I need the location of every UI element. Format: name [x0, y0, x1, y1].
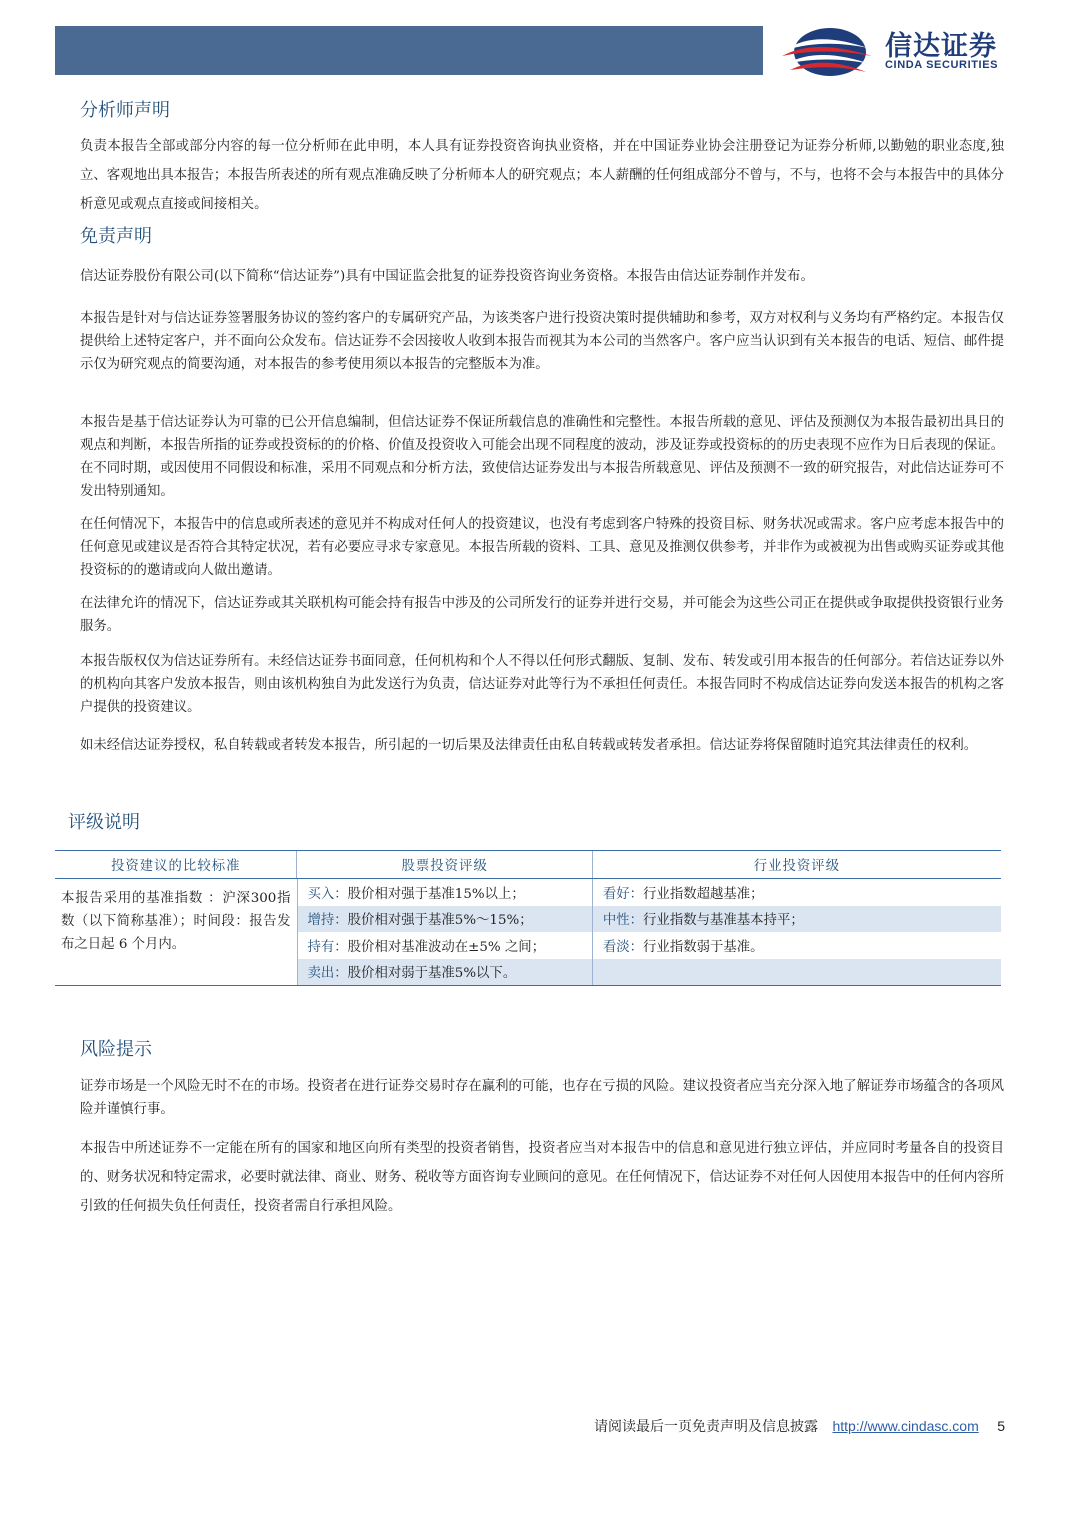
industry-rating-empty — [593, 959, 1001, 986]
industry-rating-neutral: 中性： 行业指数与基准基本持平； — [593, 906, 1001, 933]
benchmark-description: 本报告采用的基准指数 ：沪深300指数（以下简称基准）；时间段：报告发布之日起 6 个月内。 — [61, 891, 291, 952]
stock-rating-sell: 卖出： 股价相对弱于基准5%以下。 — [298, 959, 592, 986]
disclaimer-paragraph: 如未经信达证券授权，私自转载或者转发本报告，所引起的一切后果及法律责任由私自转载或转发者承担。信达证券将保留随时追究其法律责任的权利。 — [80, 738, 978, 753]
disclaimer-paragraph: 在法律允许的情况下，信达证券或其关联机构可能会持有报告中涉及的公司所发行的证券并进行交易，并可能会为这些公司正在提供或争取提供投资银行业务服务。 — [80, 596, 1004, 634]
brand-name-cn: 信达证券 — [885, 31, 997, 62]
disclaimer-section-title: 免责声明 — [80, 226, 152, 247]
disclaimer-paragraph: 本报告版权仅为信达证券所有。未经信达证券书面同意，任何机构和个人不得以任何形式翻版、复制、发布、转发或引用本报告的任何部分。若信达证券以外的机构向其客户发放本报告，则由该机构独自为此发送行为负责，信达证券对此等行为不承担任何责任。本报告同时不构成信达证券向发送本报告的机构之客户提供的投资建议。 — [80, 654, 1004, 715]
rating-table-body — [55, 879, 1001, 985]
industry-rating-positive: 看好： 行业指数超越基准； — [602, 886, 764, 902]
disclaimer-paragraph: 在任何情况下，本报告中的信息或所表述的意见并不构成对任何人的投资建议，也没有考虑到客户特殊的投资目标、财务状况或需求。客户应考虑本报告中的任何意见或建议是否符合其特定状况，若有必要应寻求专家意见。本报告所载的资料、工具、意见及推测仅供参考，并非作为或被视为出售或购买证券或其他投资标的的邀请或向人做出邀请。 — [80, 517, 1004, 578]
page-footer — [594, 1416, 1005, 1436]
disclaimer-paragraph: 信达证券股份有限公司(以下简称“信达证券”)具有中国证监会批复的证券投资咨询业务资格。本报告由信达证券制作并发布。 — [80, 269, 814, 284]
brand-logo — [780, 20, 1050, 82]
analyst-section-title: 分析师声明 — [80, 100, 170, 121]
rating-table — [55, 850, 1001, 986]
stock-rating-hold: 持有： 股价相对基准波动在±5% 之间； — [307, 939, 546, 955]
stock-rating-overweight: 增持： 股价相对强于基准5%～15%； — [298, 906, 592, 933]
risk-paragraph: 本报告中所述证券不一定能在所有的国家和地区向所有类型的投资者销售，投资者应当对本报告中的信息和意见进行独立评估，并应同时考量各自的投资目的、财务状况和特定需求，必要时就法律、商业、财务、税收等方面咨询专业顾问的意见。在任何情况下，信达证券不对任何人因使用本报告中的任何内容所引致的任何损失负任何责任，投资者需自行承担风险。 — [80, 1141, 1004, 1214]
risk-paragraph: 证券市场是一个风险无时不在的市场。投资者在进行证券交易时存在赢利的可能，也存在亏损的风险。建议投资者应当充分深入地了解证券市场蕴含的各项风险并谨慎行事。 — [80, 1079, 1004, 1117]
rating-section-title: 评级说明 — [68, 812, 140, 833]
disclaimer-paragraph: 本报告是基于信达证券认为可靠的已公开信息编制，但信达证券不保证所载信息的准确性和完整性。本报告所载的意见、评估及预测仅为本报告最初出具日的观点和判断，本报告所指的证券或投资标的的价格、价值及投资收入可能会出现不同程度的波动，涉及证券或投资标的的历史表现不应作为日后表现的保证。在不同时期，或因使用不同假设和标准，采用不同观点和分析方法，致使信达证券发出与本报告所载意见、评估及预测不一致的研究报告，对此信达证券可不发出特别通知。 — [80, 415, 1004, 499]
header-stock-rating: 股票投资评级 — [296, 851, 591, 878]
analyst-statement: 负责本报告全部或部分内容的每一位分析师在此申明，本人具有证券投资咨询执业资格，并在中国证券业协会注册登记为证券分析师,以勤勉的职业态度,独立、客观地出具本报告；本报告所表述的所有观点准确反映了分析师本人的研究观点；本人薪酬的任何组成部分不曾与，不与，也将不会与本报告中的具体分析意见或观点直接或间接相关。 — [80, 139, 1004, 212]
stock-rating-buy: 买入： 股价相对强于基准15%以上； — [307, 886, 525, 902]
risk-section-title: 风险提示 — [80, 1039, 152, 1060]
disclaimer-paragraph: 本报告是针对与信达证券签署服务协议的签约客户的专属研究产品，为该类客户进行投资决策时提供辅助和参考，双方对权利与义务均有严格约定。本报告仅提供给上述特定客户，并不面向公众发布。信达证券不会因接收人收到本报告而视其为本公司的当然客户。客户应当认识到有关本报告的电话、短信、邮件提示仅为研究观点的简要沟通，对本报告的参考使用须以本报告的完整版本为准。 — [80, 311, 1004, 372]
header-benchmark: 投资建议的比较标准 — [110, 859, 241, 874]
industry-rating-column — [592, 879, 1001, 985]
header-bar — [55, 26, 763, 75]
cinda-logo-icon — [780, 20, 875, 82]
footer-notice: 请阅读最后一页免责声明及信息披露 — [594, 1419, 819, 1435]
rating-table-header — [55, 851, 1001, 879]
brand-name-en: CINDA SECURITIES — [885, 59, 999, 71]
page-number: 5 — [997, 1418, 1005, 1434]
footer-website-link[interactable]: http://www.cindasc.com — [832, 1418, 979, 1434]
stock-rating-column — [297, 879, 592, 985]
header-industry-rating: 行业投资评级 — [592, 851, 1001, 878]
industry-rating-negative: 看淡： 行业指数弱于基准。 — [602, 939, 764, 955]
